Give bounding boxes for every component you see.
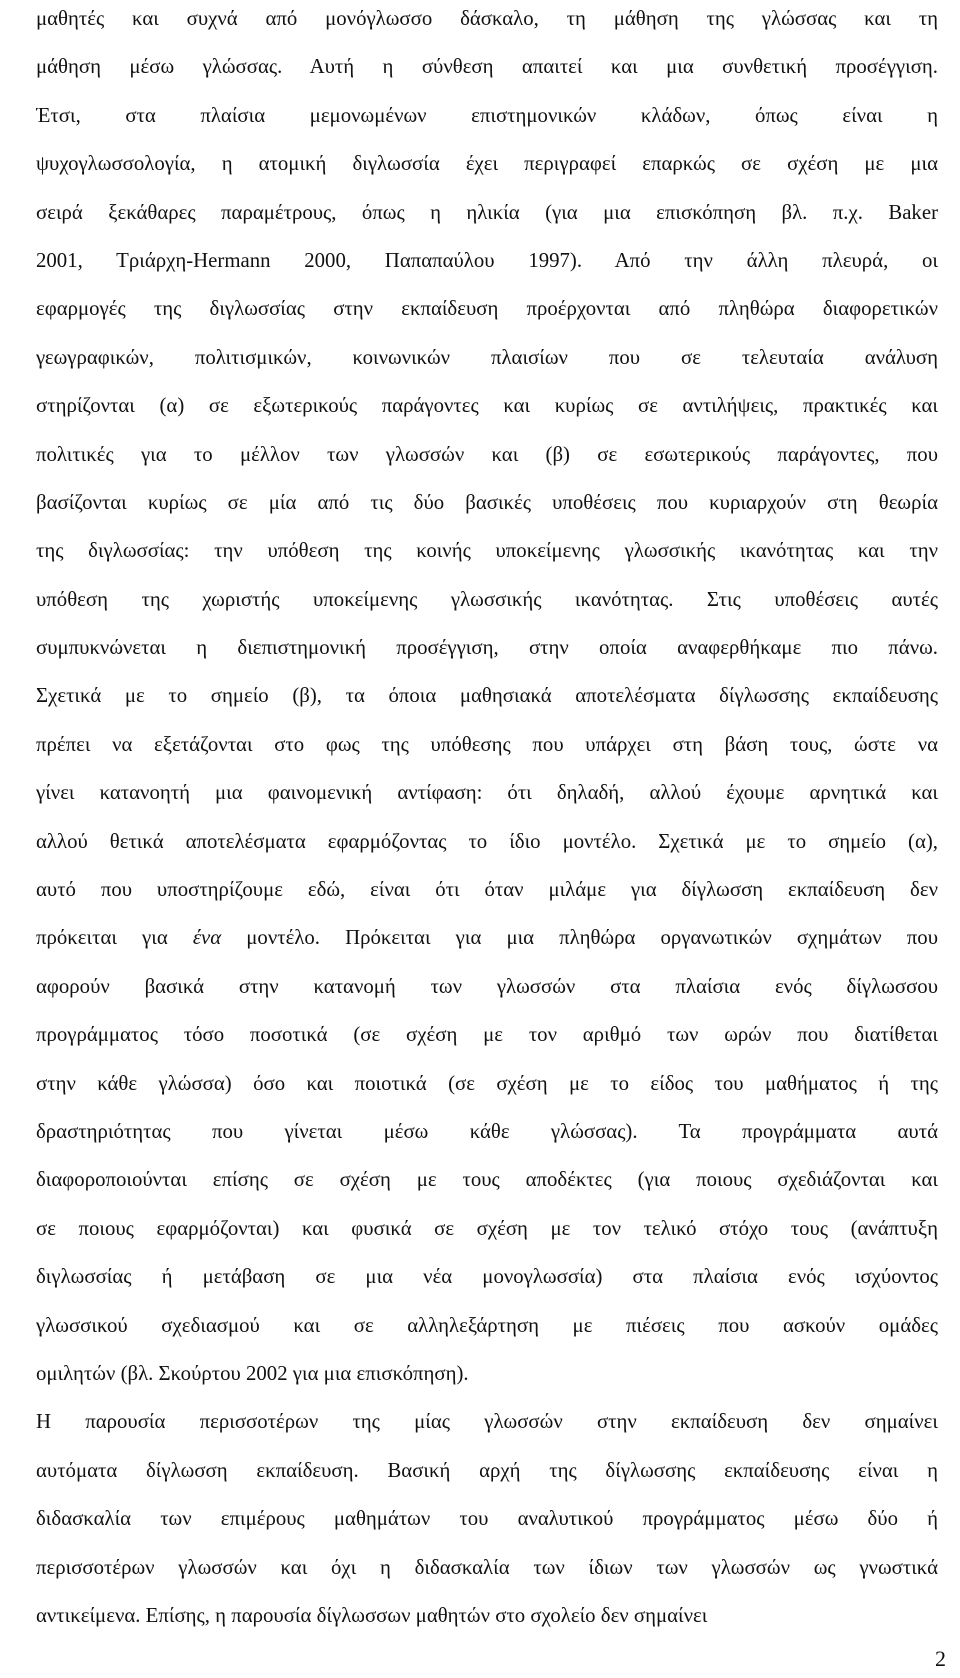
text-line: διδασκαλία των επιμέρους μαθημάτων του αναλυτικού προγράμματος μέσω δύο ή — [36, 1507, 938, 1531]
text-line: διαφοροποιούνται επίσης σε σχέση με τους αποδέκτες (για ποιους σχεδιάζονται και — [36, 1168, 938, 1192]
text-line: προγράμματος τόσο ποσοτικά (σε σχέση με τον αριθμό των ωρών που διατίθεται — [36, 1023, 938, 1047]
text-line: βασίζονται κυρίως σε μία από τις δύο βασικές υποθέσεις που κυριαρχούν στη θεωρία — [36, 490, 938, 514]
text-line: αλλού θετικά αποτελέσματα εφαρμόζοντας το ίδιο μοντέλο. Σχετικά με το σημείο (α), — [36, 829, 938, 853]
text-line: γεωγραφικών, πολιτισμικών, κοινωνικών πλαισίων που σε τελευταία ανάλυση — [36, 345, 938, 369]
text-line: 2001, Τριάρχη-Hermann 2000, Παπαπαύλου 1997). Από την άλλη πλευρά, οι — [36, 248, 938, 272]
text-line: πρόκειται για ένα μοντέλο. Πρόκειται για μια πληθώρα οργανωτικών σχημάτων που — [36, 926, 938, 950]
text-line: ομιλητών (βλ. Σκούρτου 2002 για μια επισκόπηση). — [36, 1361, 469, 1385]
text-line: πρέπει να εξετάζονται στο φως της υπόθεσης που υπάρχει στη βάση τους, ώστε να — [36, 732, 938, 756]
text-line: Η παρουσία περισσοτέρων της μίας γλωσσών στην εκπαίδευση δεν σημαίνει — [36, 1410, 938, 1434]
text-line: περισσοτέρων γλωσσών και όχι η διδασκαλία των ίδιων των γλωσσών ως γνωστικά — [36, 1555, 938, 1579]
text-line: στην κάθε γλώσσα) όσο και ποιοτικά (σε σχέση με το είδος του μαθήματος ή της — [36, 1071, 938, 1095]
text-line: μαθητές και συχνά από μονόγλωσσο δάσκαλο, τη μάθηση της γλώσσας και τη — [36, 7, 938, 30]
text-line: της διγλωσσίας: την υπόθεση της κοινής υποκείμενης γλωσσικής ικανότητας και την — [36, 539, 938, 563]
document-page — [36, 0, 938, 1640]
text-line: γίνει κατανοητή μια φαινομενική αντίφαση: ότι δηλαδή, αλλού έχουμε αρνητικά και — [36, 781, 938, 805]
text-line: αυτόματα δίγλωσση εκπαίδευση. Βασική αρχή της δίγλωσσης εκπαίδευσης είναι η — [36, 1458, 938, 1482]
text-line: υπόθεση της χωριστής υποκείμενης γλωσσικής ικανότητας. Στις υποθέσεις αυτές — [36, 587, 938, 611]
text-line: Έτσι, στα πλαίσια μεμονωμένων επιστημονικών κλάδων, όπως είναι η — [36, 103, 938, 127]
text-line: εφαρμογές της διγλωσσίας στην εκπαίδευση προέρχονται από πληθώρα διαφορετικών — [36, 297, 938, 321]
text-line: διγλωσσίας ή μετάβαση σε μια νέα μονογλωσσία) στα πλαίσια ενός ισχύοντος — [36, 1265, 938, 1289]
text-line: πολιτικές για το μέλλον των γλωσσών και (β) σε εσωτερικούς παράγοντες, που — [36, 442, 938, 466]
text-line: αντικείμενα. Επίσης, η παρουσία δίγλωσσων μαθητών στο σχολείο δεν σημαίνει — [36, 1603, 708, 1627]
page-number: 2 — [935, 1646, 946, 1671]
emphasized-word: ένα — [192, 926, 222, 950]
text-line: δραστηριότητας που γίνεται μέσω κάθε γλώσσας). Τα προγράμματα αυτά — [36, 1119, 938, 1143]
text-line: γλωσσικού σχεδιασμού και σε αλληλεξάρτηση με πιέσεις που ασκούν ομάδες — [36, 1313, 938, 1337]
text-line: σε ποιους εφαρμόζονται) και φυσικά σε σχέση με τον τελικό στόχο τους (ανάπτυξη — [36, 1216, 938, 1240]
text-line: ψυχογλωσσολογία, η ατομική διγλωσσία έχει περιγραφεί επαρκώς σε σχέση με μια — [36, 152, 938, 176]
text-line: αφορούν βασικά στην κατανομή των γλωσσών στα πλαίσια ενός δίγλωσσου — [36, 974, 938, 998]
paragraph-2 — [36, 1398, 938, 1640]
text-line: Σχετικά με το σημείο (β), τα όποια μαθησιακά αποτελέσματα δίγλωσσης εκπαίδευσης — [36, 684, 938, 708]
text-line: σειρά ξεκάθαρες παραμέτρους, όπως η ηλικία (για μια επισκόπηση βλ. π.χ. Baker — [36, 200, 938, 224]
text-line: συμπυκνώνεται η διεπιστημονική προσέγγιση, στην οποία αναφερθήκαμε πιο πάνω. — [36, 636, 938, 660]
text-line: αυτό που υποστηρίζουμε εδώ, είναι ότι όταν μιλάμε για δίγλωσση εκπαίδευση δεν — [36, 878, 938, 902]
text-line: μάθηση μέσω γλώσσας. Αυτή η σύνθεση απαιτεί και μια συνθετική προσέγγιση. — [36, 55, 938, 79]
paragraph-1 — [36, 0, 938, 1398]
text-line: στηρίζονται (α) σε εξωτερικούς παράγοντες και κυρίως σε αντιλήψεις, πρακτικές και — [36, 394, 938, 418]
